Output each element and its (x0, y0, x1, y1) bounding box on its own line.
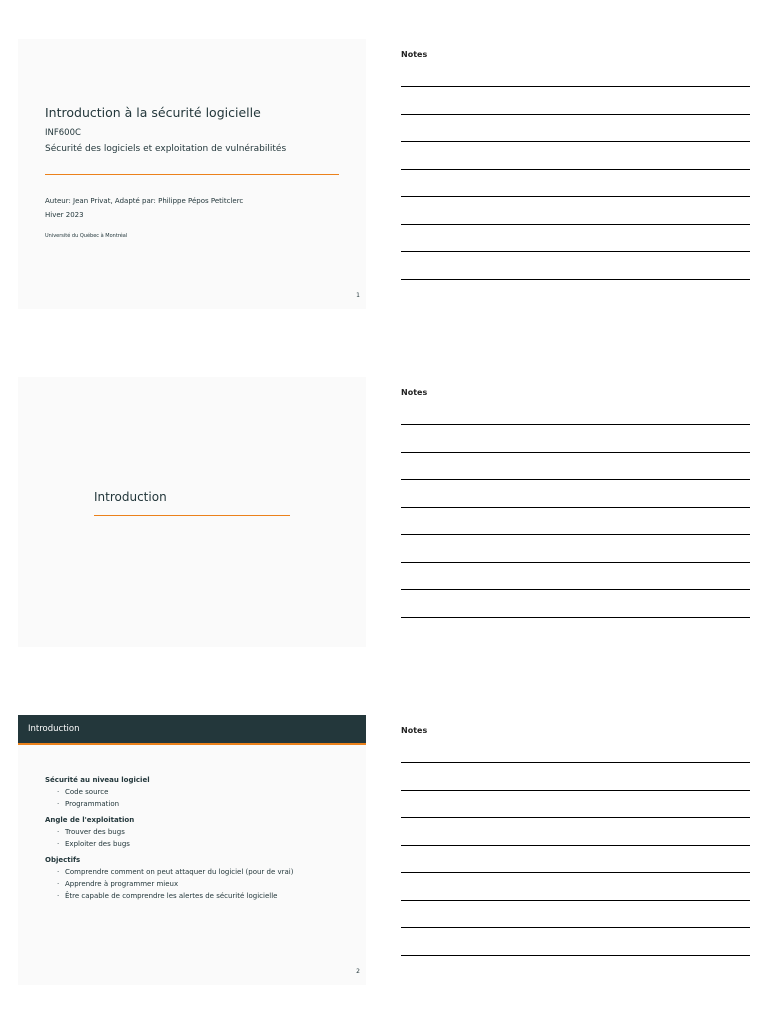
note-line (401, 424, 750, 425)
list-item-text: Comprendre comment on peut attaquer du logiciel (pour de vrai) (65, 868, 294, 876)
course-code: INF600C (45, 128, 81, 138)
list-item (45, 786, 355, 798)
note-line (401, 589, 750, 590)
bullet-icon: · (57, 880, 60, 888)
list-item-text: Exploiter des bugs (65, 840, 130, 848)
notes-panel-2 (401, 377, 750, 647)
slide-3 (18, 715, 366, 985)
note-line (401, 534, 750, 535)
slide-title: Introduction à la sécurité logicielle (45, 105, 261, 120)
slide-subtitle: Sécurité des logiciels et exploitation de vulnérabilités (45, 144, 287, 154)
date-line: Hiver 2023 (45, 211, 84, 219)
notes-panel-3 (401, 715, 750, 985)
bullet-icon: · (57, 868, 60, 876)
note-line (401, 479, 750, 480)
section-heading: Objectifs (45, 856, 81, 864)
list-item (45, 866, 355, 878)
slide-header (18, 715, 366, 743)
note-line (401, 114, 750, 115)
note-line (401, 872, 750, 873)
page-number: 2 (356, 968, 360, 975)
note-line (401, 955, 750, 956)
note-line (401, 790, 750, 791)
bullet-icon: · (57, 840, 60, 848)
notes-panel-1 (401, 39, 750, 309)
note-line (401, 762, 750, 763)
content-section (45, 855, 355, 902)
accent-divider (18, 743, 366, 745)
list-item (45, 826, 355, 838)
note-line (401, 224, 750, 225)
bullet-icon: · (57, 800, 60, 808)
note-line (401, 817, 750, 818)
slide-body (45, 775, 355, 907)
notes-label: Notes (401, 726, 428, 735)
list-item (45, 890, 355, 902)
note-line (401, 927, 750, 928)
section-heading: Angle de l'exploitation (45, 816, 135, 824)
note-line (401, 507, 750, 508)
content-section (45, 815, 355, 850)
list-item-text: Code source (65, 788, 109, 796)
note-line (401, 617, 750, 618)
header-title: Introduction (28, 724, 80, 734)
slide-1 (18, 39, 366, 309)
bullet-icon: · (57, 892, 60, 900)
note-line (401, 141, 750, 142)
section-title: Introduction (94, 490, 167, 504)
notes-label: Notes (401, 50, 428, 59)
accent-divider (45, 174, 339, 175)
note-line (401, 279, 750, 280)
accent-divider (94, 515, 290, 516)
note-line (401, 562, 750, 563)
note-line (401, 900, 750, 901)
list-item-text: Être capable de comprendre les alertes de sécurité logicielle (65, 892, 278, 900)
section-heading: Sécurité au niveau logiciel (45, 776, 150, 784)
list-item-text: Trouver des bugs (65, 828, 125, 836)
bullet-icon: · (57, 788, 60, 796)
note-line (401, 845, 750, 846)
author-line: Auteur: Jean Privat, Adapté par: Philippe Pépos Petitclerc (45, 197, 244, 205)
note-line (401, 452, 750, 453)
slide-2 (18, 377, 366, 647)
note-line (401, 169, 750, 170)
note-line (401, 86, 750, 87)
list-item-text: Programmation (65, 800, 120, 808)
bullet-icon: · (57, 828, 60, 836)
content-section (45, 775, 355, 810)
institution-line: Université du Québec à Montréal (45, 233, 128, 239)
list-item-text: Apprendre à programmer mieux (65, 880, 179, 888)
page-number: 1 (356, 292, 360, 299)
notes-label: Notes (401, 388, 428, 397)
note-line (401, 196, 750, 197)
list-item (45, 798, 355, 810)
list-item (45, 838, 355, 850)
note-line (401, 251, 750, 252)
list-item (45, 878, 355, 890)
